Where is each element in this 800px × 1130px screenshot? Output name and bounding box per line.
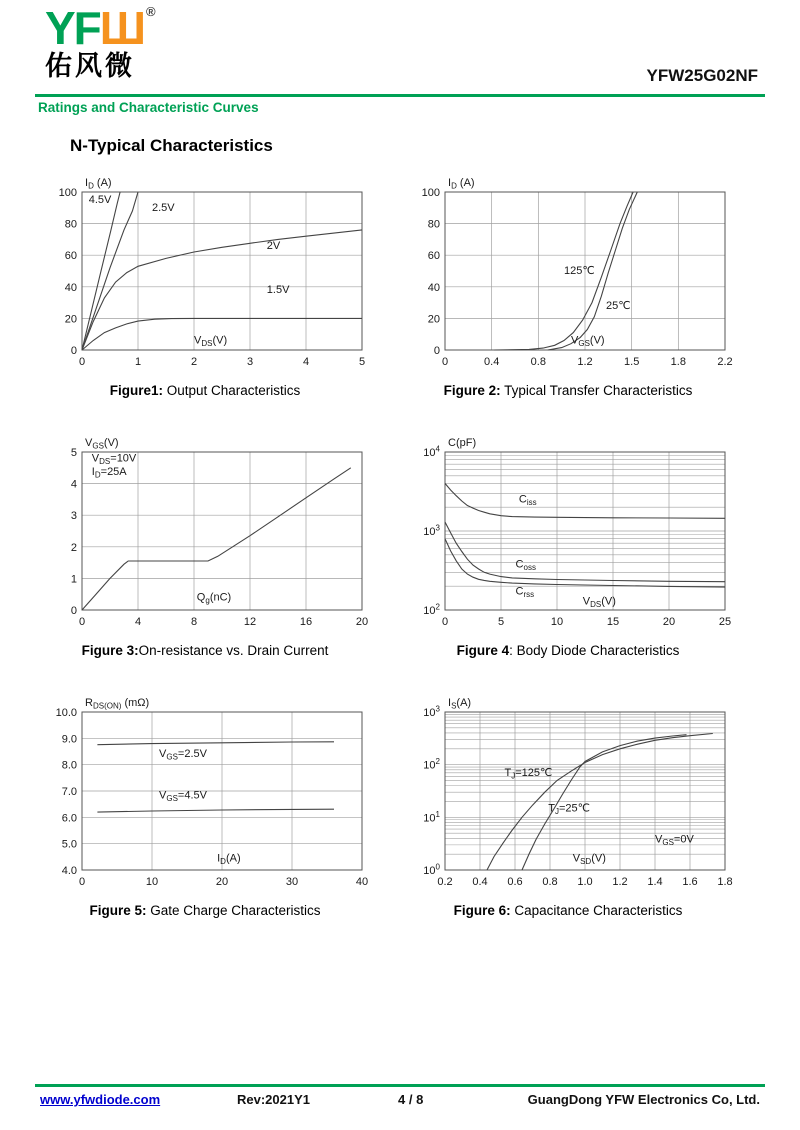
figure2-transfer-characteristics-chart	[403, 172, 733, 380]
figure-5	[40, 692, 403, 952]
page-subtitle: Ratings and Characteristic Curves	[38, 100, 259, 115]
svg-text:5: 5	[70, 447, 77, 459]
svg-text:20: 20	[64, 313, 77, 326]
svg-text:2: 2	[190, 356, 198, 368]
svg-text:100: $10^0$	[423, 862, 440, 877]
svg-text:7.0: 7.0	[61, 786, 77, 798]
svg-text:16: 16	[299, 616, 313, 628]
svg-text:Crss: $C_{rss}$	[515, 585, 535, 599]
website-link[interactable]: www.yfwdiode.com	[40, 1092, 161, 1107]
svg-text:1: 1	[134, 356, 142, 368]
svg-text:40: 40	[355, 876, 369, 888]
figure-2	[403, 172, 766, 432]
figure1-caption: Figure1: Output Characteristics	[109, 383, 301, 398]
svg-text:25℃: 25℃	[606, 299, 631, 312]
svg-text:102: $10^2$	[423, 602, 440, 617]
svg-text:TJ=125℃: $T_J=125℃$	[504, 766, 553, 781]
svg-text:0: 0	[78, 616, 86, 628]
figure5-rdson-chart	[40, 692, 370, 900]
logo-text-yf: YF	[45, 2, 100, 54]
svg-text:103: $10^3$	[423, 704, 440, 719]
svg-text:30: 30	[285, 876, 299, 888]
svg-text:60: 60	[427, 250, 440, 263]
svg-text:8.0: 8.0	[61, 759, 77, 772]
figure-1	[40, 172, 403, 432]
svg-text:1.2: 1.2	[612, 876, 628, 888]
figure3-caption: Figure 3:On-resistance vs. Drain Current	[81, 643, 329, 658]
svg-text:RDS(ON) (mΩ): $R_{DS(ON)}$ (mΩ)	[85, 697, 150, 711]
svg-text:2: 2	[70, 541, 77, 554]
svg-text:VGS(V): $V_{GS}(V)$	[85, 437, 119, 451]
svg-text:103: $10^3$	[423, 523, 440, 538]
svg-text:80: 80	[427, 218, 440, 231]
logo-wordmark	[45, 4, 156, 52]
svg-text:40: 40	[64, 281, 77, 294]
company-logo	[45, 4, 156, 82]
section-title: N-Typical Characteristics	[70, 136, 273, 155]
svg-text:ID(A): $I_D(A)$	[217, 852, 241, 867]
svg-text:10: 10	[145, 876, 159, 888]
figure4-caption: Figure 4: Body Diode Characteristics	[456, 643, 680, 658]
svg-text:1.2: 1.2	[577, 356, 593, 368]
svg-text:0.4: 0.4	[484, 356, 500, 368]
svg-text:C(pF): C(pF)	[448, 437, 477, 449]
svg-text:9.0: 9.0	[61, 733, 77, 746]
svg-text:1.5V: 1.5V	[266, 284, 290, 297]
svg-text:10: 10	[550, 616, 564, 628]
svg-text:VGS(V): $V_{GS}(V)$	[571, 334, 605, 349]
svg-text:VDS(V): $V_{DS}(V)$	[194, 334, 228, 349]
svg-text:100: 100	[421, 187, 440, 199]
svg-text:VDS=10V: $V_{DS}=10V$	[91, 452, 137, 466]
svg-text:100: 100	[58, 187, 77, 199]
svg-text:Ciss: $C_{iss}$	[518, 493, 537, 507]
svg-text:0: 0	[441, 356, 449, 368]
svg-text:80: 80	[64, 218, 77, 231]
svg-text:0: 0	[78, 356, 86, 368]
svg-text:104: $10^4$	[423, 444, 440, 459]
svg-text:3: 3	[246, 356, 254, 368]
svg-text:1.4: 1.4	[647, 876, 663, 888]
svg-text:1.6: 1.6	[682, 876, 698, 888]
svg-text:102: $10^2$	[423, 757, 440, 772]
figure-6	[403, 692, 766, 952]
figure-4	[403, 432, 766, 692]
svg-text:ID (A): $I_D$ (A)	[448, 177, 475, 191]
svg-text:20: 20	[355, 616, 369, 628]
svg-text:0: 0	[433, 345, 440, 357]
svg-text:ID (A): $I_D$ (A)	[85, 177, 112, 191]
figure-3	[40, 432, 403, 692]
svg-text:1.8: 1.8	[670, 356, 686, 368]
svg-text:0: 0	[78, 876, 86, 888]
figure3-gate-charge-chart	[40, 432, 370, 640]
svg-text:Coss: $C_{oss}$	[515, 558, 536, 573]
figure4-capacitance-chart	[403, 432, 733, 640]
svg-text:1.0: 1.0	[577, 876, 593, 888]
svg-text:4.5V: 4.5V	[88, 194, 112, 207]
svg-text:TJ=25℃: $T_J=25℃$	[548, 802, 590, 816]
svg-text:40: 40	[427, 281, 440, 294]
svg-text:0: 0	[70, 605, 77, 617]
svg-text:VDS(V): $V_{DS}(V)$	[582, 595, 616, 609]
svg-text:5: 5	[497, 616, 505, 628]
logo-text-w: Ш	[99, 2, 145, 54]
part-number: YFW25G02NF	[646, 66, 758, 85]
svg-text:3: 3	[70, 510, 77, 523]
svg-text:VSD(V): $V_{SD}(V)$	[572, 852, 606, 867]
svg-text:2V: 2V	[266, 239, 281, 252]
svg-text:0: 0	[441, 616, 449, 628]
figure2-caption: Figure 2: Typical Transfer Characteristics	[443, 383, 693, 398]
svg-text:1.8: 1.8	[717, 876, 733, 888]
figure5-caption: Figure 5: Gate Charge Characteristics	[89, 903, 321, 918]
svg-text:10.0: 10.0	[55, 707, 77, 719]
svg-text:4.0: 4.0	[61, 865, 77, 877]
svg-text:Qg(nC): $Q_g(nC)$	[196, 591, 232, 606]
svg-text:0.4: 0.4	[472, 876, 488, 888]
svg-text:4: 4	[70, 478, 77, 491]
svg-text:IS(A): $I_S(A)$	[448, 697, 472, 711]
svg-text:2.2: 2.2	[717, 356, 733, 368]
svg-text:12: 12	[243, 616, 257, 628]
svg-text:20: 20	[427, 313, 440, 326]
svg-text:VGS=4.5V: $V_{GS}=4.5V$	[159, 789, 207, 803]
svg-text:20: 20	[215, 876, 229, 888]
svg-text:4: 4	[134, 616, 142, 628]
svg-text:ID=25A: $I_D=25A$	[91, 465, 127, 480]
page-number: 4 / 8	[398, 1092, 424, 1107]
footer-divider	[35, 1084, 765, 1087]
svg-text:5.0: 5.0	[61, 838, 77, 851]
header-divider	[35, 94, 765, 97]
svg-text:15: 15	[606, 616, 620, 628]
svg-text:0: 0	[70, 345, 77, 357]
svg-text:VGS=0V: $V_{GS}=0V$	[655, 833, 694, 848]
svg-text:101: $10^1$	[423, 809, 440, 825]
svg-text:25: 25	[718, 616, 732, 628]
svg-text:8: 8	[190, 616, 198, 628]
svg-text:0.2: 0.2	[437, 876, 453, 888]
figures-grid	[40, 172, 766, 952]
svg-text:0.6: 0.6	[507, 876, 523, 888]
registered-trademark-symbol: ®	[146, 4, 156, 19]
svg-text:6.0: 6.0	[61, 812, 77, 825]
figure6-caption: Figure 6: Capacitance Characteristics	[453, 903, 683, 918]
revision-label: Rev:2021Y1	[237, 1092, 310, 1107]
logo-chinese-name: 佑风微	[45, 51, 135, 82]
svg-text:5: 5	[358, 356, 366, 368]
figure6-body-diode-chart	[403, 692, 733, 900]
svg-text:125℃: 125℃	[564, 265, 595, 278]
svg-text:0.8: 0.8	[530, 356, 546, 368]
svg-text:1: 1	[70, 573, 77, 586]
svg-text:2.5V: 2.5V	[152, 201, 175, 214]
svg-text:VGS=2.5V: $V_{GS}=2.5V$	[159, 747, 207, 762]
company-name: GuangDong YFW Electronics Co, Ltd.	[527, 1092, 760, 1107]
svg-text:0.8: 0.8	[542, 876, 558, 888]
svg-text:1.5: 1.5	[624, 356, 640, 368]
svg-text:60: 60	[64, 250, 77, 263]
svg-text:4: 4	[302, 356, 310, 368]
svg-text:20: 20	[662, 616, 676, 628]
figure1-output-characteristics-chart	[40, 172, 370, 380]
